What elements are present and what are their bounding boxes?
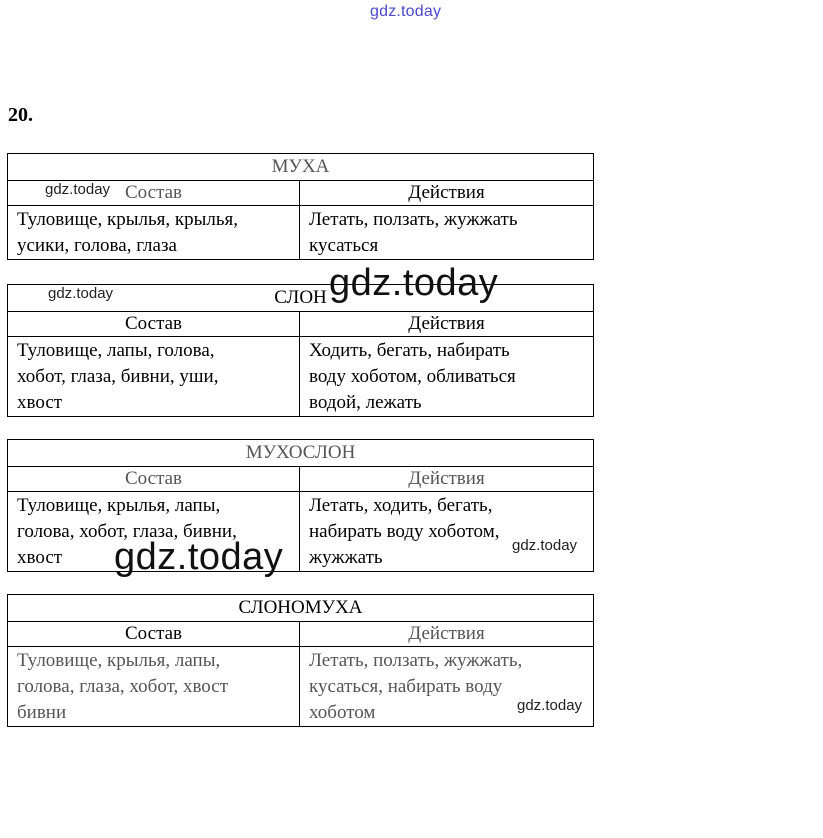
watermark-small: gdz.today bbox=[45, 181, 111, 198]
table-slon bbox=[7, 284, 594, 417]
cell-line: Туловище, крылья, крылья, bbox=[17, 209, 239, 230]
actions-cell bbox=[300, 337, 594, 417]
table-title: МУХОСЛОН bbox=[8, 440, 594, 467]
actions-cell bbox=[300, 206, 594, 260]
column-header-actions: Действия bbox=[300, 467, 594, 492]
cell-line: хобот, глаза, бивни, уши, bbox=[17, 366, 219, 387]
cell-line: Летать, ходить, бегать, bbox=[309, 495, 493, 516]
composition-cell bbox=[8, 337, 300, 417]
table-muhoslon bbox=[7, 439, 594, 572]
cell-line: Ходить, бегать, набирать bbox=[309, 340, 510, 361]
composition-cell bbox=[8, 206, 300, 260]
cell-line: хоботом bbox=[309, 702, 376, 723]
column-header-actions: Действия bbox=[300, 312, 594, 337]
table-slonomuha bbox=[7, 594, 594, 727]
cell-line: кусаться, набирать воду bbox=[309, 676, 503, 697]
watermark-large: gdz.today bbox=[114, 536, 284, 578]
column-header-composition: Состав bbox=[8, 467, 300, 492]
cell-line: Туловище, крылья, лапы, bbox=[17, 650, 221, 671]
cell-line: набирать воду хоботом, bbox=[309, 521, 500, 542]
watermark-small: gdz.today bbox=[48, 285, 114, 302]
cell-line: Туловище, крылья, лапы, bbox=[17, 495, 221, 516]
cell-line: жужжать bbox=[309, 547, 383, 568]
cell-line: Летать, ползать, жужжать, bbox=[309, 650, 523, 671]
cell-line: воду хоботом, обливаться bbox=[309, 366, 516, 387]
cell-line: водой, лежать bbox=[309, 392, 422, 413]
cell-line: хвост bbox=[17, 547, 63, 568]
column-header-composition: Состав bbox=[8, 312, 300, 337]
actions-cell bbox=[300, 647, 594, 727]
column-header-actions: Действия bbox=[300, 181, 594, 206]
table-mukha bbox=[7, 153, 594, 260]
cell-line: кусаться bbox=[309, 235, 379, 256]
cell-line: усики, голова, глаза bbox=[17, 235, 177, 256]
watermark-small: gdz.today bbox=[517, 697, 583, 714]
column-header-composition: Состав bbox=[8, 622, 300, 647]
watermark-small: gdz.today bbox=[512, 537, 578, 554]
cell-line: голова, хобот, глаза, бивни, bbox=[17, 521, 237, 542]
table-title: СЛОНОМУХА bbox=[8, 595, 594, 622]
cell-line: бивни bbox=[17, 702, 67, 723]
table-title: МУХА bbox=[8, 154, 594, 181]
column-header-composition: Состав bbox=[8, 181, 300, 206]
column-header-actions: Действия bbox=[300, 622, 594, 647]
watermark-top: gdz.today bbox=[370, 3, 442, 20]
table-title: СЛОН bbox=[8, 285, 594, 312]
composition-cell bbox=[8, 647, 300, 727]
cell-line: Летать, ползать, жужжать bbox=[309, 209, 518, 230]
watermark-large: gdz.today bbox=[329, 262, 499, 304]
cell-line: Туловище, лапы, голова, bbox=[17, 340, 215, 361]
cell-line: голова, глаза, хобот, хвост bbox=[17, 676, 229, 697]
task-number: 20. bbox=[8, 104, 33, 126]
cell-line: хвост bbox=[17, 392, 63, 413]
actions-cell bbox=[300, 492, 594, 572]
